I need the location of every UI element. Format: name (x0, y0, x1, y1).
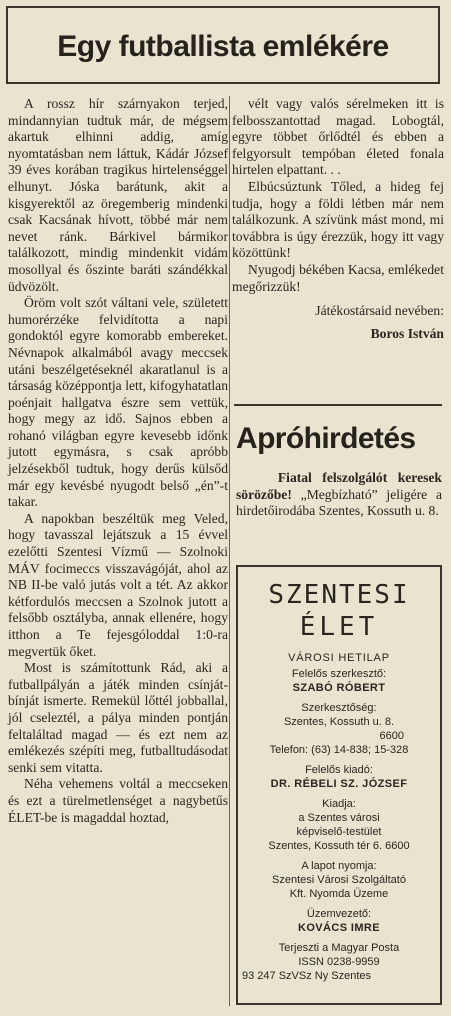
article-paragraph: A rossz hír szárnyakon terjed, mindannyian tudtuk már, de mégsem akartuk elhinni addig, amíg nyomtatásban nem láttuk, Kádár József 39 éves korában tragikus hirtelenséggel elhunyt. Jóska barátunk, akit a kisgyerektől az öregemberig mindenki csak Kacsának hívott, többé már nem nevet ránk. Bárkivel bármikor találkozott, mindig mindenkit vidám mosollyal és őszinte baráti szándékkal üdvözölt. (8, 96, 228, 294)
plant-manager-label: Üzemvezető: (306, 908, 372, 920)
article-title: Egy futballista emlékére (57, 30, 389, 63)
article-paragraph: Nyugodj békében Kacsa, emlékedet megőrizzük! (232, 261, 444, 294)
distribution-line: Terjeszti a Magyar Posta (278, 942, 400, 954)
closing-line: Játékostársaid nevében: (315, 303, 444, 319)
article-paragraph: Most is számítottunk Rád, aki a futballpályán a játék minden csínját-bínját ismerte. Remekül lőttél jobballal, jól cseleztél, a pálya minden pontján feltaláltad magad — és ezt nem az emlékezés szépíti meg, futballtudásodat senki sem vitatta. (8, 660, 228, 775)
publisher-label: Felelős kiadó: (305, 764, 373, 776)
article-paragraph: A napokban beszéltük meg Veled, hogy tavasszal lejátszuk a 15 évvel ezelőtti Szentesi Vízmű — Szolnoki MÁV focimeccs visszavágóját, ahol az NB II-be való jutás volt a tét. Az akkor kétfordulós meccsen a Szolnok jutott a felsőbb osztályba, annak ellenére, hogy itthon a Te fejesgóloddal 1:0-ra megvertük őket. (8, 510, 228, 659)
article-paragraph: Öröm volt szót váltani vele, született humorérzéke felvidította a napi gondoktól egyre komorabb embereket. Névnapok alkalmából avagy meccsek utáni beszélgetéseknél akaratlanul is a társaság középpontja lett, kifogyhatatlan poénjait hallgatva észre sem vettük, hogy megy az idő. Sajnos ebben a rohanó világban egyre kevesebb időnk jutott egymásra, s csak apróbb jelzésekből tudtuk, hogy derűs külsőd már egy kevésbé nyugodt belső „én”-t takar. (8, 295, 228, 510)
article-paragraph: vélt vagy valós sérelmeken itt is felbosszantottad magad. Lobogtál, egyre többet őrlődtél és ebben a felgyorsult tempóban életed fonala hirtelen elpattant. . . (232, 96, 444, 178)
office-address: Szentes, Kossuth u. 8. (283, 716, 395, 728)
article-column-left (8, 96, 228, 826)
masthead-name-line2: ÉLET (299, 612, 379, 642)
printer-label: A lapot nyomja: (301, 860, 377, 872)
classified-ad-bold: Fiatal felszolgálót keresek sörözőbe! (236, 470, 442, 502)
office-label: Szerkesztőség: (301, 702, 377, 714)
publisher-name: DR. RÉBELI SZ. JÓZSEF (270, 778, 408, 790)
printer-line2: Kft. Nyomda Üzeme (289, 888, 389, 900)
issued-by-line2: képviselő-testület (296, 826, 382, 838)
editor-label: Felelős szerkesztő: (291, 668, 387, 680)
author-signature: Boros István (370, 325, 444, 341)
office-zip: 6600 (379, 730, 404, 742)
phone-line: Telefon: (63) 14-838; 15-328 (269, 744, 409, 756)
classified-ad (236, 470, 442, 520)
classified-ad-text: „Megbízható” jeligére a hirdetőirodába Szentes, Kossuth u. 8. (236, 486, 442, 519)
article-paragraph: Elbúcsúztunk Tőled, a hideg fej tudja, hogy a földi létben már nem találkozunk. A szívünk mást mond, mi továbbra is úgy érezzük, hogy itt vagy közöttünk! (232, 178, 444, 261)
issued-address: Szentes, Kossuth tér 6. 6600 (268, 840, 410, 852)
section-divider (234, 404, 442, 406)
print-code: 93 247 SzVSz Ny Szentes (242, 970, 372, 982)
masthead-box (236, 565, 442, 1005)
issued-by-line1: a Szentes városi (298, 812, 380, 824)
issn-line: ISSN 0238-9959 (298, 956, 380, 968)
editor-name: SZABÓ RÓBERT (292, 682, 386, 694)
classifieds-heading: Apróhirdetés (236, 422, 416, 455)
column-divider (229, 96, 230, 1006)
plant-manager-name: KOVÁCS IMRE (297, 922, 381, 934)
article-column-right (232, 96, 444, 342)
article-title-box (6, 6, 440, 84)
masthead-name-line1: SZENTESI (268, 580, 410, 610)
printer-line1: Szentesi Városi Szolgáltató (272, 874, 406, 886)
masthead-subtitle: VÁROSI HETILAP (288, 652, 390, 664)
article-paragraph: Néha vehemens voltál a meccseken és ezt a türelmetlenséget a nagybetűs ÉLET-be is magaddal hoztad, (8, 776, 228, 825)
issued-label: Kiadja: (322, 798, 356, 810)
